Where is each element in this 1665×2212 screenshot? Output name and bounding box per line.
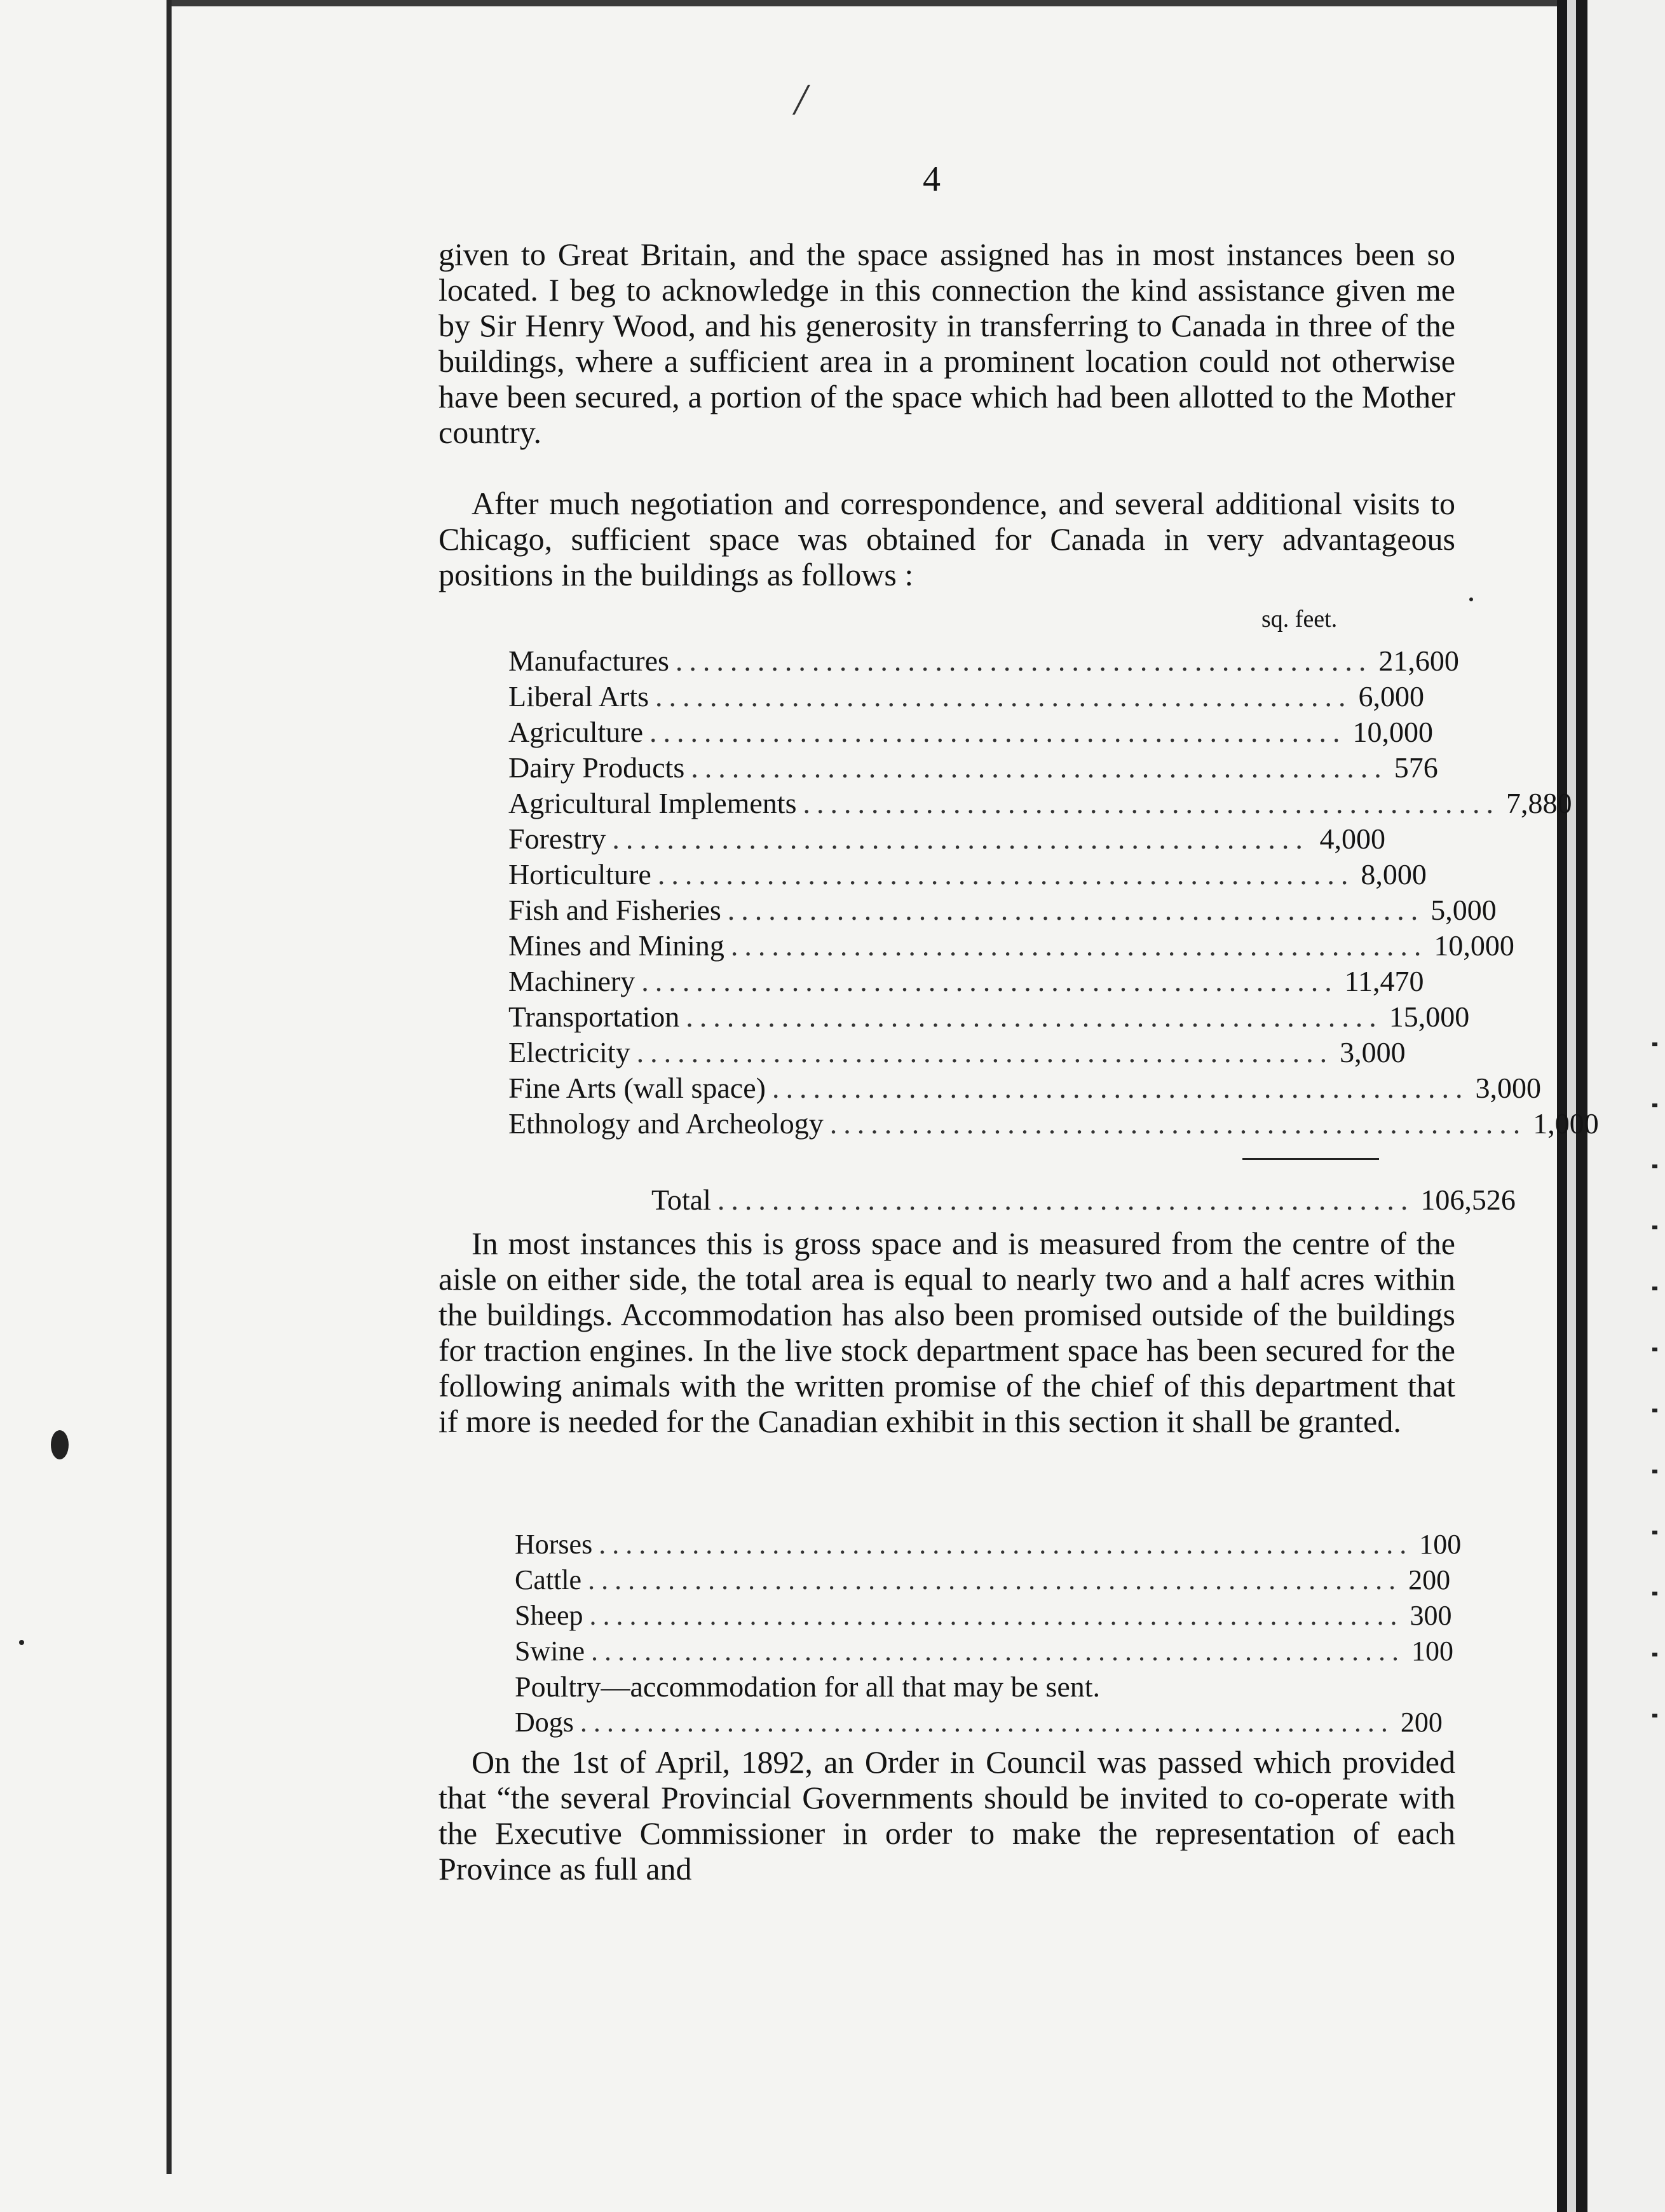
table-row (508, 1035, 1406, 1070)
scan-speck (1469, 597, 1473, 601)
row-value: 21,600 (1378, 645, 1459, 677)
row-value: 200 (1400, 1707, 1443, 1738)
table-row (508, 821, 1385, 857)
row-value: 4,000 (1319, 823, 1385, 855)
leader-dots: ................................................... (641, 965, 1338, 997)
table-row (508, 714, 1434, 750)
row-value: 10,000 (1352, 716, 1434, 748)
leader-dots: ................................................... (771, 1072, 1469, 1104)
table-row (515, 1634, 1453, 1669)
row-label: Mines and Mining (508, 929, 724, 962)
leader-dots: ................................................... (636, 1036, 1334, 1068)
leader-dots: ................................................... (717, 1184, 1415, 1216)
table-row (508, 1106, 1599, 1142)
table-row (508, 964, 1424, 999)
row-value: 7,880 (1506, 787, 1572, 819)
row-value: 576 (1394, 751, 1438, 784)
leader-dots: ................................................... (829, 1107, 1527, 1140)
poultry-line: Poultry—accommodation for all that may be sent. (515, 1670, 1101, 1703)
row-value: 10,000 (1434, 929, 1514, 962)
leader-dots: ............................................................. (591, 1635, 1405, 1667)
leader-dots: ................................................... (727, 894, 1425, 926)
row-value: 3,000 (1475, 1072, 1541, 1104)
table-row (508, 679, 1424, 714)
row-label: Transportation (508, 1000, 680, 1033)
row-value: 11,470 (1344, 965, 1424, 997)
row-label: Manufactures (508, 645, 669, 677)
row-label: Agriculture (508, 716, 644, 748)
total-row (651, 1182, 1516, 1218)
leader-dots: ................................................... (649, 716, 1347, 748)
table-row (508, 928, 1514, 964)
leader-dots: ............................................................. (589, 1600, 1404, 1631)
page-number: 4 (923, 160, 941, 199)
table-row (515, 1705, 1443, 1740)
space-table (508, 643, 1599, 1142)
row-label: Liberal Arts (508, 680, 649, 713)
row-value: 3,000 (1340, 1036, 1406, 1068)
row-label: Forestry (508, 823, 606, 855)
leader-dots: ................................................... (803, 787, 1500, 819)
row-label: Dogs (515, 1707, 574, 1738)
leader-dots: ............................................................. (588, 1564, 1403, 1595)
row-value: 300 (1410, 1600, 1452, 1631)
adjacent-page-text-edge (1652, 1042, 1665, 1881)
table-row (508, 1070, 1541, 1106)
row-label: Sheep (515, 1600, 583, 1631)
leader-dots: ................................................... (655, 680, 1352, 713)
table-row (508, 999, 1470, 1035)
row-value: 6,000 (1358, 680, 1424, 713)
total-rule (1242, 1158, 1379, 1160)
table-row (515, 1562, 1451, 1598)
paragraph-2: After much negotiation and correspondence, and several additional visits to Chicago, sufficient space was obtained for Canada in very advantageous positions in the buildings as follows : (438, 486, 1455, 592)
leader-dots: ................................................... (691, 751, 1388, 784)
row-label: Agricultural Implements (508, 787, 797, 819)
table-row (508, 857, 1427, 892)
leader-dots: ................................................... (686, 1000, 1383, 1033)
row-label: Fish and Fisheries (508, 894, 721, 926)
row-label: Horses (515, 1529, 593, 1560)
table-row (508, 643, 1459, 679)
row-label: Machinery (508, 965, 635, 997)
row-value: 200 (1408, 1564, 1451, 1595)
margin-mark: / (794, 76, 807, 125)
animals-table (515, 1527, 1462, 1740)
row-value: 1,000 (1533, 1107, 1599, 1140)
row-value: 100 (1411, 1635, 1453, 1667)
scan-top-border (166, 0, 1577, 6)
leader-dots: ................................................... (675, 645, 1373, 677)
row-label: Fine Arts (wall space) (508, 1072, 766, 1104)
scan-speck (19, 1640, 24, 1645)
paragraph-4: On the 1st of April, 1892, an Order in Council was passed which provided that “the several Provincial Governments should be invited to co-operate with the Executive Commissioner in order to make the representation of each Province as full and (438, 1744, 1455, 1887)
row-label: Dairy Products (508, 751, 685, 784)
row-value: 8,000 (1361, 858, 1427, 891)
table-row (515, 1598, 1452, 1634)
leader-dots: ............................................................. (599, 1529, 1413, 1560)
leader-dots: ................................................... (657, 858, 1355, 891)
leader-dots: ............................................................. (580, 1707, 1394, 1738)
row-label: Cattle (515, 1564, 582, 1595)
leader-dots: ................................................... (612, 823, 1309, 855)
table-row (515, 1527, 1462, 1562)
row-value: 15,000 (1389, 1000, 1470, 1033)
scan-speck (51, 1430, 69, 1459)
units-label: sq. feet. (1261, 606, 1338, 632)
total-label: Total (651, 1184, 711, 1216)
table-row (508, 892, 1497, 928)
row-label: Electricity (508, 1036, 630, 1068)
row-label: Swine (515, 1635, 585, 1667)
row-label: Horticulture (508, 858, 651, 891)
row-value: 100 (1419, 1529, 1462, 1560)
row-label: Ethnology and Archeology (508, 1107, 824, 1140)
row-value: 5,000 (1431, 894, 1497, 926)
leader-dots: ................................................... (730, 929, 1428, 962)
scan-left-border (166, 0, 172, 2174)
total-value: 106,526 (1420, 1184, 1516, 1216)
paragraph-3: In most instances this is gross space and is measured from the centre of the aisle on either side, the total area is equal to nearly two and a half acres within the buildings. Accommodation has also been promised outside of the buildings for traction engines. In the live stock department space has been secured for the following animals with the written promise of the chief of this department that if more is needed for the Canadian exhibit in this section it shall be granted. (438, 1225, 1455, 1439)
table-row (508, 786, 1572, 821)
paragraph-1: given to Great Britain, and the space assigned has in most instances been so located. I beg to acknowledge in this connection the kind assistance given me by Sir Henry Wood, and his generosity in transferring to Canada in three of the buildings, where a sufficient area in a prominent location could not otherwise have been secured, a portion of the space which had been allotted to the Mother country. (438, 236, 1455, 450)
table-row (508, 750, 1438, 786)
